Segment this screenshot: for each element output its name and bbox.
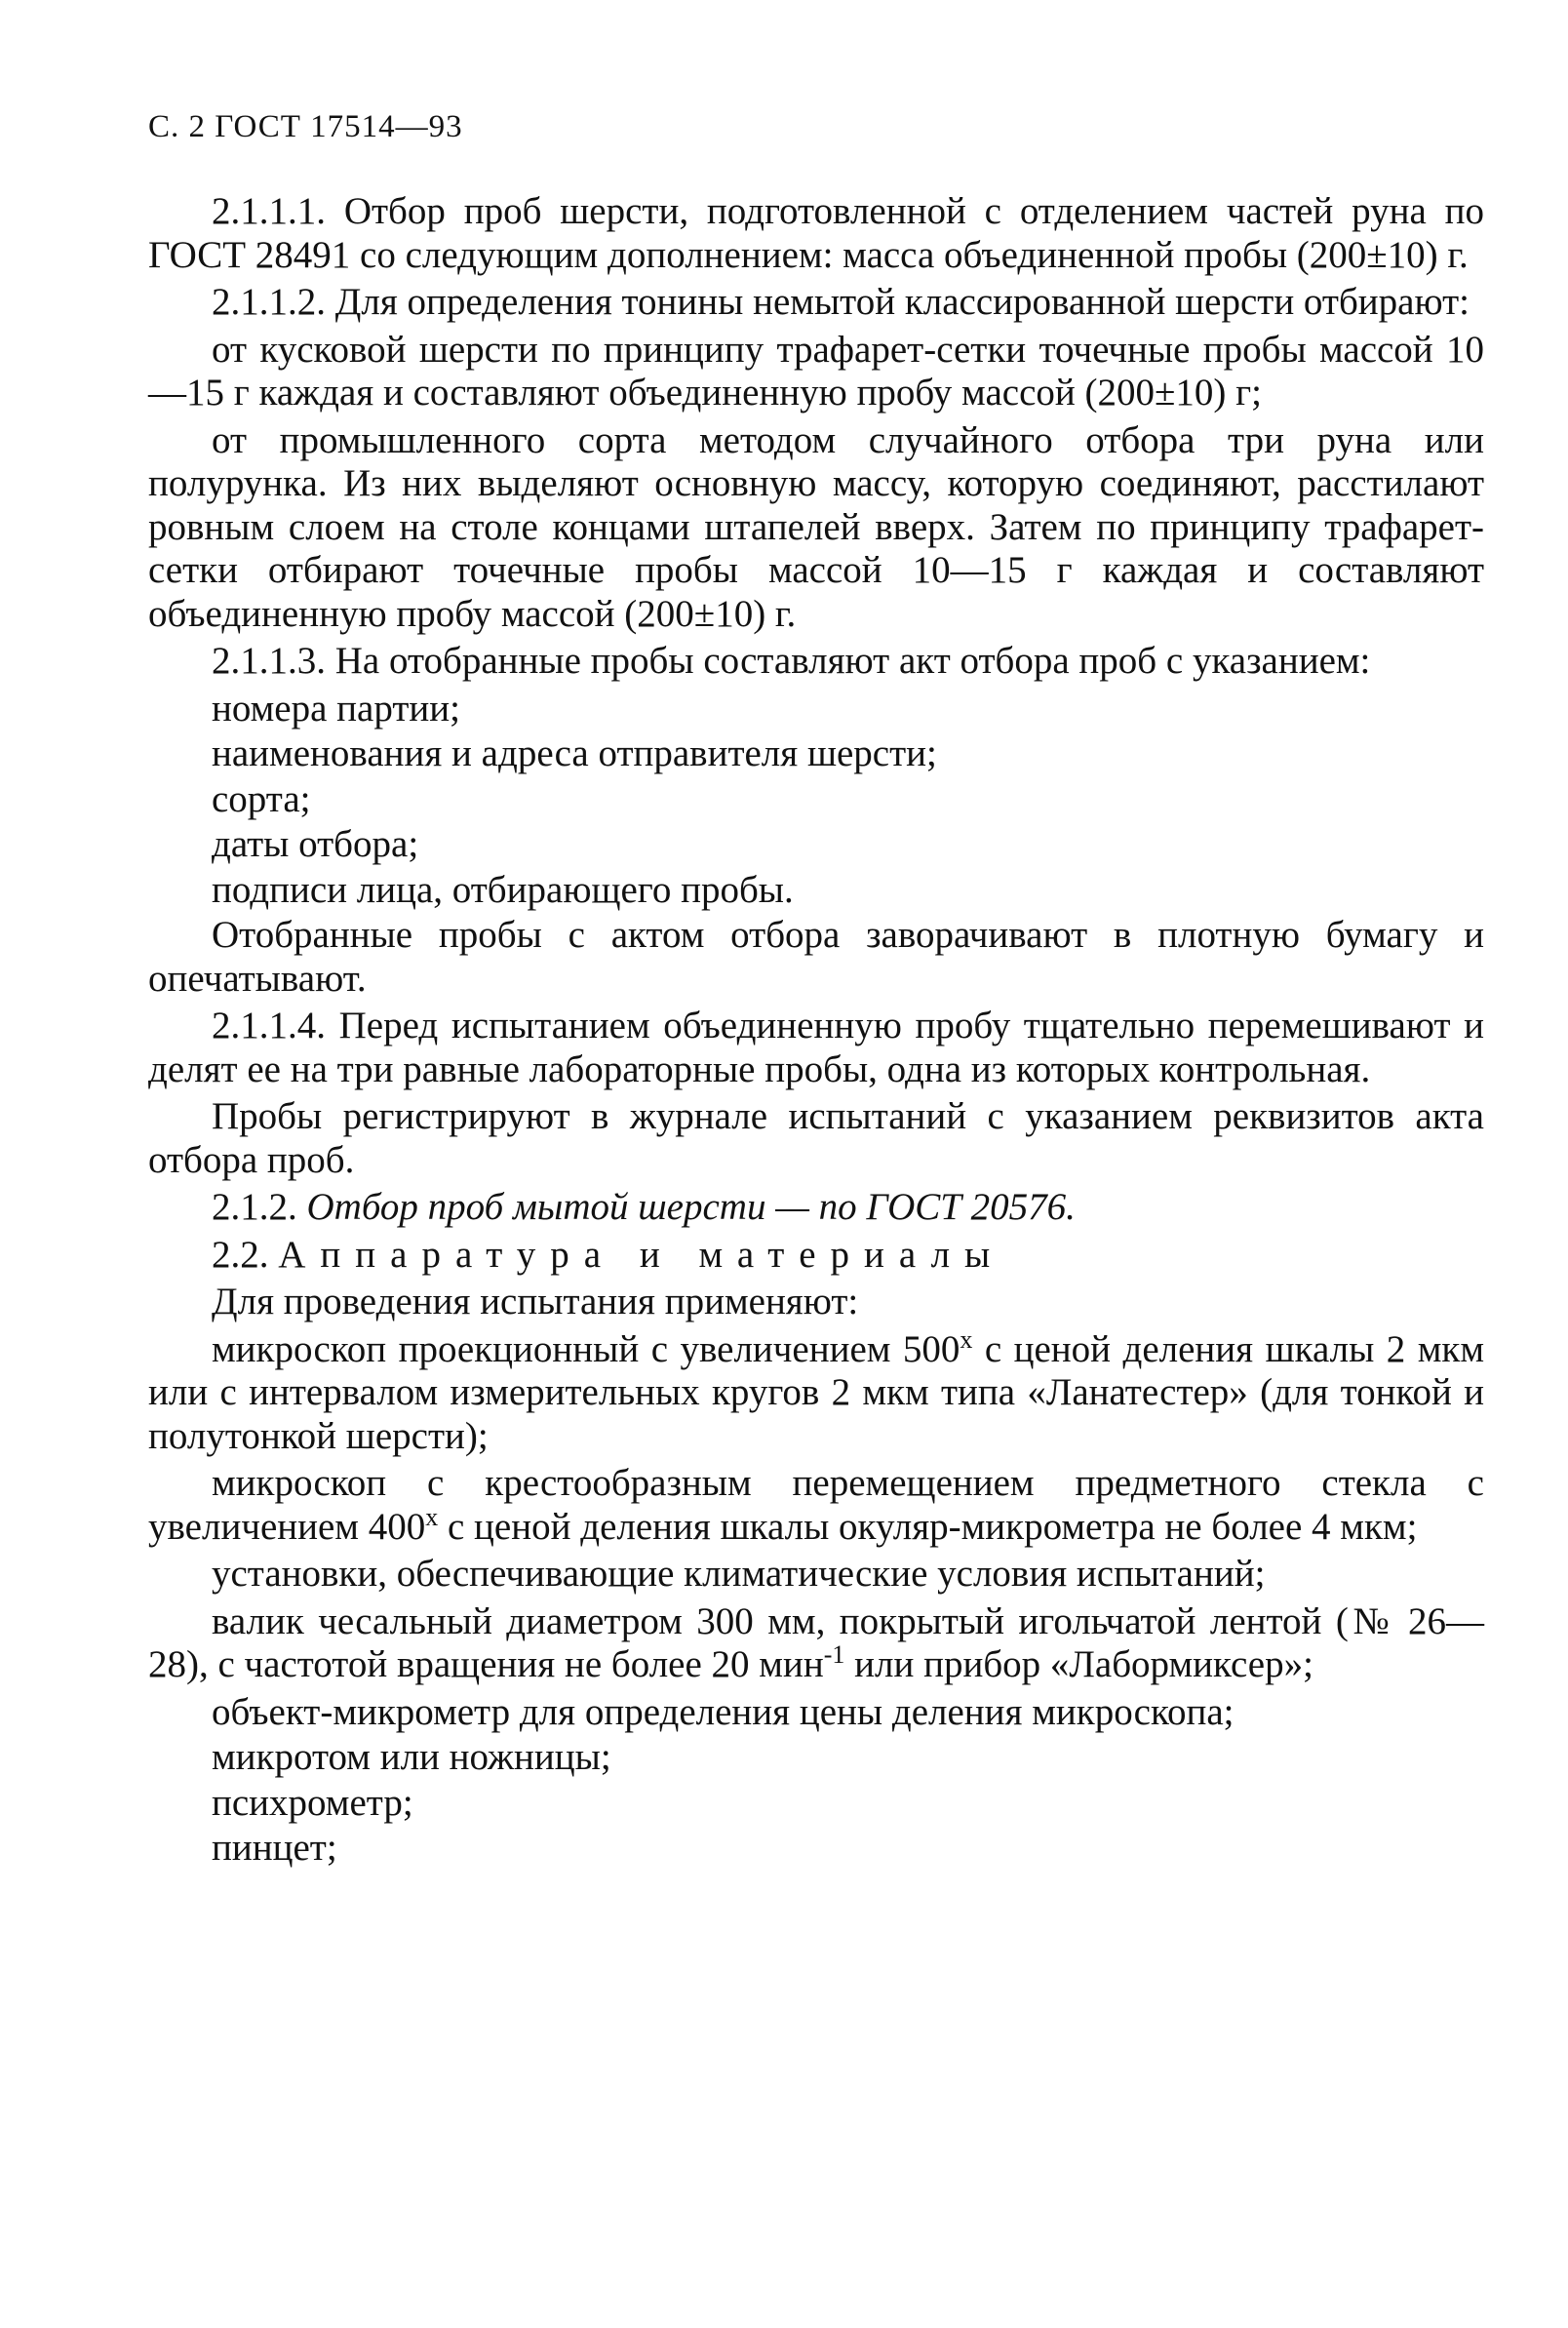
paragraph-2-1-1-3: 2.1.1.3. На отобранные пробы составляют акт отбора проб с указанием: bbox=[212, 640, 1371, 682]
section-number: 2.1.2. bbox=[212, 1186, 307, 1228]
list-item: пинцет; bbox=[212, 1827, 337, 1869]
list-item: даты отбора; bbox=[212, 823, 419, 865]
washed-wool-reference: Отбор проб мытой шерсти — по ГОСТ 20576. bbox=[306, 1186, 1076, 1228]
section-title: Аппаратура и материалы bbox=[278, 1233, 1005, 1276]
document-body bbox=[148, 190, 1484, 1873]
paragraph-apparatus-intro: Для проведения испытания применяют: bbox=[212, 1281, 859, 1322]
list-item: сорта; bbox=[212, 777, 311, 820]
paragraph-registration: Пробы регистрируют в журнале испытаний с указанием реквизитов акта отбора проб. bbox=[148, 1095, 1484, 1181]
list-item: номера партии; bbox=[212, 687, 460, 730]
paragraph-industrial-grade: от промышленного сорта методом случайного отбора три руна или полурунка. Из них выделяют основную массу, которую соединяют, расстилают ровным слоем на столе концами штапелей вверх. Затем по принципу трафарет-сетки отбирают точечные пробы массой 10—15 г каждая и составляют объединенную пробу массой (200±10) г. bbox=[148, 418, 1484, 635]
section-heading-2-2 bbox=[148, 1234, 1484, 1278]
item-text: валик чесальный диаметром 300 мм, покрытый игольчатой лентой (№ 26—28), с частотой вращения не более 20 мин bbox=[148, 1599, 1484, 1685]
list-item: объект-микрометр для определения цены деления микроскопа; bbox=[212, 1690, 1235, 1733]
list-item: наименования и адреса отправителя шерсти; bbox=[212, 732, 937, 774]
item-text: с ценой деления шкалы окуляр-микрометра не более 4 мкм; bbox=[438, 1505, 1418, 1548]
page-header: С. 2 ГОСТ 17514—93 bbox=[148, 109, 463, 144]
list-item-climate-installations: установки, обеспечивающие климатические условия испытаний; bbox=[212, 1553, 1266, 1595]
paragraph-2-1-2 bbox=[148, 1186, 1484, 1230]
list-item: микротом или ножницы; bbox=[212, 1736, 611, 1778]
paragraph-2-1-1-4: 2.1.1.4. Перед испытанием объединенную пробу тщательно перемешивают и делят ее на три равные лабораторные пробы, одна из которых контрольная. bbox=[148, 1005, 1484, 1090]
list-item: подписи лица, отбирающего пробы. bbox=[212, 868, 794, 911]
list-item-projection-microscope bbox=[148, 1324, 1484, 1459]
list-item-carding-roller bbox=[148, 1600, 1484, 1687]
paragraph-2-1-1-1: 2.1.1.1. Отбор проб шерсти, подготовленной с отделением частей руна по ГОСТ 28491 со следующим дополнением: масса объединенной пробы (200±10) г. bbox=[148, 190, 1484, 276]
paragraph-sealing: Отобранные пробы с актом отбора заворачивают в плотную бумагу и опечатывают. bbox=[148, 914, 1484, 1000]
list-item-cross-stage-microscope bbox=[148, 1462, 1484, 1549]
superscript: x bbox=[425, 1502, 439, 1531]
item-text: или прибор «Лабормиксер»; bbox=[844, 1643, 1313, 1685]
paragraph-lump-wool: от кусковой шерсти по принципу трафарет-сетки точечные пробы массой 10—15 г каждая и составляют объединенную пробу массой (200±10) г; bbox=[148, 328, 1484, 414]
item-text: микроскоп проекционный с увеличением 500 bbox=[212, 1327, 960, 1370]
superscript: x bbox=[960, 1324, 973, 1354]
paragraph-2-1-1-2: 2.1.1.2. Для определения тонины немытой классированной шерсти отбирают: bbox=[212, 281, 1470, 323]
list-item: психрометр; bbox=[212, 1781, 413, 1824]
superscript: -1 bbox=[823, 1640, 845, 1669]
section-number: 2.2. bbox=[212, 1233, 279, 1276]
item-text: с ценой деления шкалы 2 мкм или с интервалом измерительных кругов 2 мкм типа «Ланатестер» (для тонкой и полутонкой шерсти); bbox=[148, 1327, 1484, 1457]
item-text: микроскоп с крестообразным перемещением предметного стекла с увеличением 400 bbox=[148, 1462, 1484, 1548]
